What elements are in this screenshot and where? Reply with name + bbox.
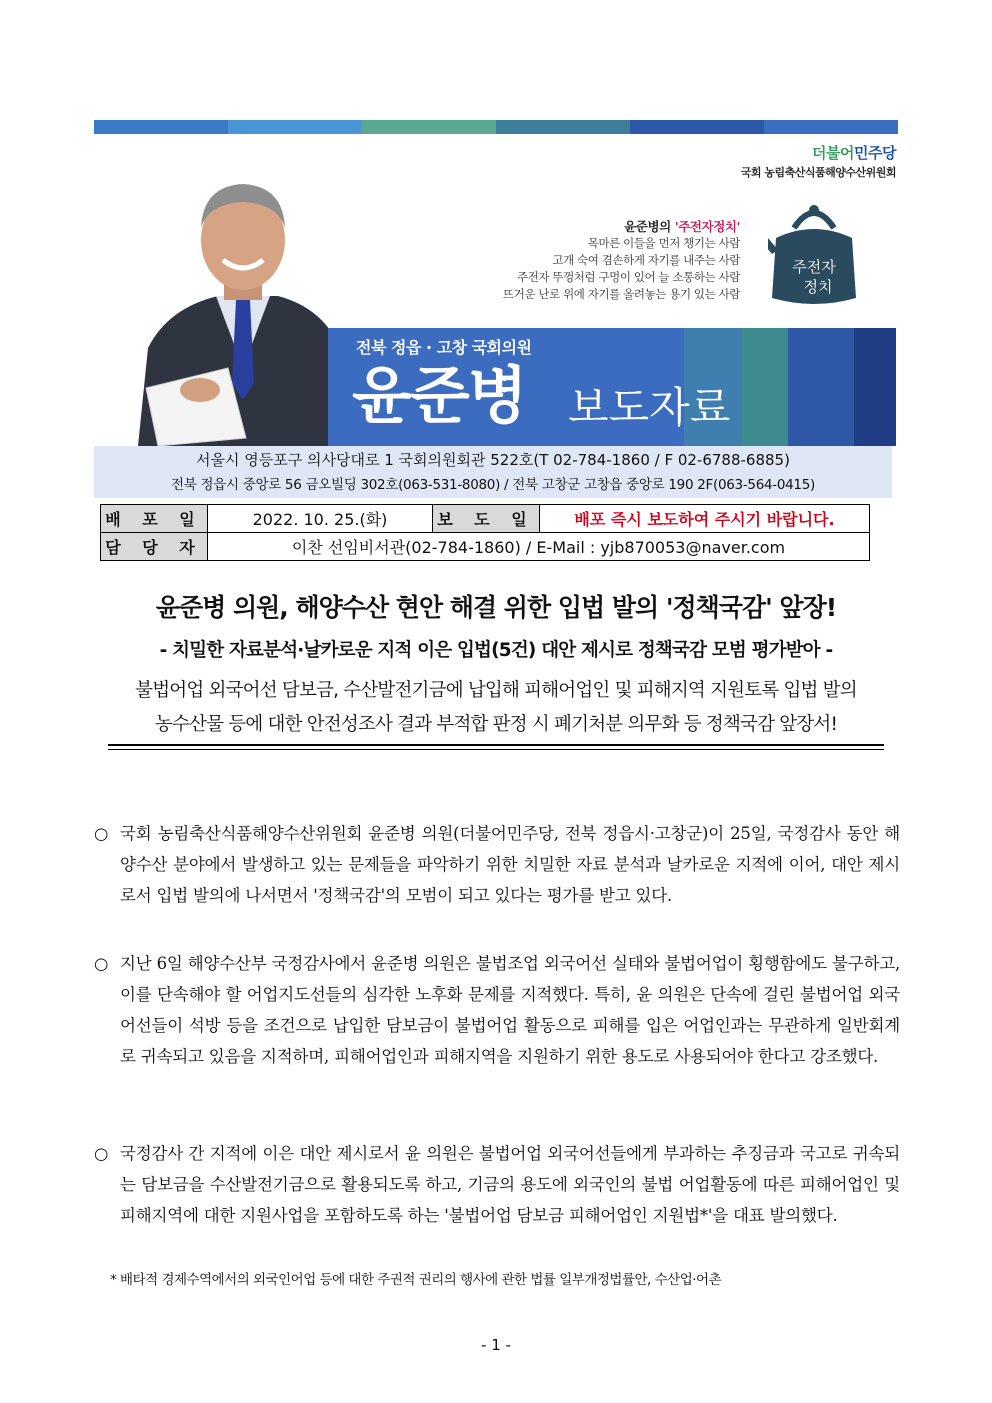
bullet-icon: ○ (94, 1144, 109, 1163)
contact-value: 이찬 선임비서관(02-784-1860) / E-Mail : yjb870053@naver.com (208, 533, 870, 561)
slogan-title: 윤준병의 '주전자정치' (624, 219, 740, 234)
date-value: 2022. 10. 25.(화) (208, 505, 433, 533)
slogan-line: 목마른 이들을 먼저 챙기는 사람 (587, 236, 740, 250)
kettle-icon (768, 198, 860, 308)
color-segment (94, 120, 228, 134)
headline-summary-1: 불법어업 외국어선 담보금, 수산발전기금에 납입해 피해어업인 및 피해지역 지원토록 입법 발의 (135, 680, 857, 701)
headline-title: 윤준병 의원, 해양수산 현안 해결 위한 입법 발의 '정책국감' 앞장! (155, 593, 837, 622)
color-segment (630, 120, 764, 134)
report-label: 보 도 일 (433, 505, 540, 533)
footnote: * 배타적 경제수역에서의 외국인어업 등에 대한 주권적 권리의 행사에 관한 법률 일부개정법률안, 수산업·어촌 (110, 1272, 722, 1288)
contact-label: 담 당 자 (101, 533, 208, 561)
address-line-1: 서울시 영등포구 의사당대로 1 국회의원회관 522호(T 02-784-1860 / F 02-6788-6885) (196, 451, 790, 469)
release-info-table (100, 504, 870, 561)
headline-subtitle: - 치밀한 자료분석·날카로운 지적 이은 입법(5건) 대안 제시로 정책국감 모범 평가받아 - (159, 640, 833, 661)
banner-label: 보도자료 (568, 383, 731, 432)
table-row (101, 505, 870, 533)
report-value: 배포 즉시 보도하여 주시기 바랍니다. (540, 505, 870, 533)
slogan-block (503, 218, 740, 303)
slogan-line: 뜨거운 난로 위에 자기를 올려놓는 용기 있는 사람 (503, 287, 740, 301)
party-logo: 더불어민주당 (812, 144, 896, 162)
portrait-photo (128, 168, 358, 446)
paragraph-text: 국정감사 간 지적에 이은 대안 제시로서 윤 의원은 불법어업 외국어선들에게 부과하는 추징금과 국고로 귀속되는 담보금을 수산발전기금으로 활용되도록 하고, 기금의 용도에 외국인의 불법 어업활동에 따른 피해어업인 및 피해지역에 대한 지원사업을 포함하도록 하는 '불법어업 담보금 피해어업인 지원법*'을 대표 발의했다. (120, 1144, 900, 1225)
paragraph-3 (94, 1138, 900, 1231)
bullet-icon: ○ (94, 824, 109, 843)
color-segment (496, 120, 630, 134)
address-box (94, 446, 892, 498)
slogan-line: 주전자 뚜껑처럼 구멍이 있어 늘 소통하는 사람 (516, 270, 740, 284)
paragraph-text: 지난 6일 해양수산부 국정감사에서 윤준병 의원은 불법조업 외국어선 실태와 불법어업이 횡행함에도 불구하고, 이를 단속해야 할 어업지도선들의 심각한 노후화 문제를 지적했다. 특히, 윤 의원은 단속에 걸린 불법어업 외국어선들이 석방 등을 조건으로 납입한 담보금이 불법어업 활동으로 피해를 입은 어업인과는 무관하게 일반회계로 귀속되고 있음을 지적하며, 피해어업인과 피해지역을 지원하기 위한 용도로 사용되어야 한다고 강조했다. (120, 954, 900, 1066)
bullet-icon: ○ (94, 954, 109, 973)
banner-subtitle: 전북 정읍 · 고창 국회의원 (356, 338, 532, 357)
divider (108, 749, 884, 750)
kettle-text-2: 정치 (803, 278, 833, 296)
slogan-line: 고개 숙여 겸손하게 자기를 내주는 사람 (552, 253, 740, 267)
headline-summary-2: 농수산물 등에 대한 안전성조사 결과 부적합 판정 시 폐기처분 의무화 등 정책국감 앞장서! (154, 714, 838, 735)
paragraph-2 (94, 948, 900, 1072)
paragraph-text: 국회 농림축산식품해양수산위원회 윤준병 의원(더불어민주당, 전북 정읍시·고창군)이 25일, 국정감사 동안 해양수산 분야에서 발생하고 있는 문제들을 파악하기 위한 치밀한 자료 분석과 날카로운 지적에 이어, 대안 제시로서 입법 발의에 나서면서 '정책국감'의 모범이 되고 있다는 평가를 받고 있다. (120, 824, 900, 905)
color-segment (764, 120, 898, 134)
color-segment (362, 120, 496, 134)
color-segment (228, 120, 362, 134)
date-label: 배 포 일 (101, 505, 208, 533)
divider (108, 744, 884, 746)
paragraph-1 (94, 818, 900, 911)
kettle-text-1: 주전자 (792, 258, 836, 276)
header-color-bar (94, 120, 898, 134)
committee-name: 국회 농림축산식품해양수산위원회 (740, 166, 896, 179)
address-line-2: 전북 정읍시 중앙로 56 금오빌딩 302호(063-531-8080) / 전북 고창군 고창읍 중앙로 190 2F(063-564-0415) (171, 477, 815, 493)
banner-name: 윤준병 (352, 359, 526, 432)
table-row (101, 533, 870, 561)
page-number: - 1 - (481, 1336, 511, 1354)
